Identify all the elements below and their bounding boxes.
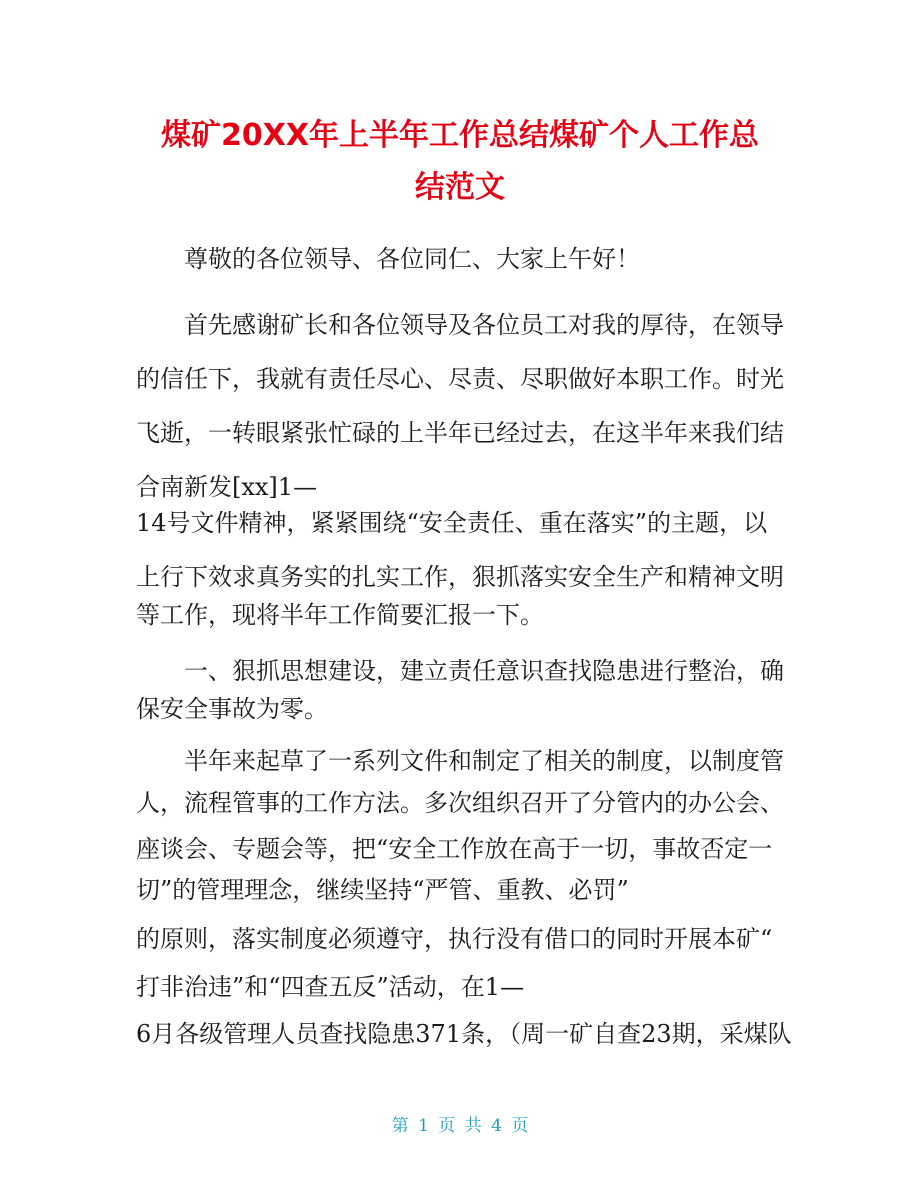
body-line-2: 首先感谢矿长和各位领导及各位员工对我的厚待，在领导 bbox=[184, 311, 784, 339]
document-title-line-1: 煤矿20XX年上半年工作总结煤矿个人工作总 bbox=[160, 118, 759, 153]
body-line-16: 打非治违”和“四查五反”活动，在1— bbox=[136, 973, 525, 1001]
body-line-12: 人，流程管事的工作方法。多次组织召开了分管内的办公会、 bbox=[136, 789, 784, 817]
document-title-line-2: 结范文 bbox=[415, 170, 505, 205]
body-line-9: 一、狠抓思想建设，建立责任意识查找隐患进行整治，确 bbox=[184, 657, 784, 685]
body-line-14: 切”的管理理念，继续坚持“严管、重教、必罚” bbox=[136, 876, 629, 904]
body-line-8: 等工作，现将半年工作简要汇报一下。 bbox=[136, 601, 544, 629]
body-line-3: 的信任下，我就有责任尽心、尽责、尽职做好本职工作。时光 bbox=[136, 365, 784, 393]
body-line-17: 6月各级管理人员查找隐患371条，（周一矿自查23期，采煤队 bbox=[136, 1020, 792, 1048]
body-line-5: 合南新发[xx]1— bbox=[136, 473, 318, 501]
body-line-1: 尊敬的各位领导、各位同仁、大家上午好！ bbox=[184, 245, 640, 273]
body-line-15: 的原则，落实制度必须遵守，执行没有借口的同时开展本矿“ bbox=[136, 925, 773, 953]
body-line-10: 保安全事故为零。 bbox=[136, 695, 328, 723]
page-number-footer: 第 1 页 共 4 页 bbox=[391, 1116, 529, 1136]
body-line-7: 上行下效求真务实的扎实工作，狠抓落实安全生产和精神文明 bbox=[136, 563, 784, 591]
body-line-13: 座谈会、专题会等，把“安全工作放在高于一切，事故否定一 bbox=[136, 835, 773, 863]
body-line-6: 14号文件精神，紧紧围绕“安全责任、重在落实”的主题，以 bbox=[136, 509, 768, 537]
body-line-4: 飞逝，一转眼紧张忙碌的上半年已经过去，在这半年来我们结 bbox=[136, 419, 784, 447]
body-line-11: 半年来起草了一系列文件和制定了相关的制度，以制度管 bbox=[184, 747, 784, 775]
